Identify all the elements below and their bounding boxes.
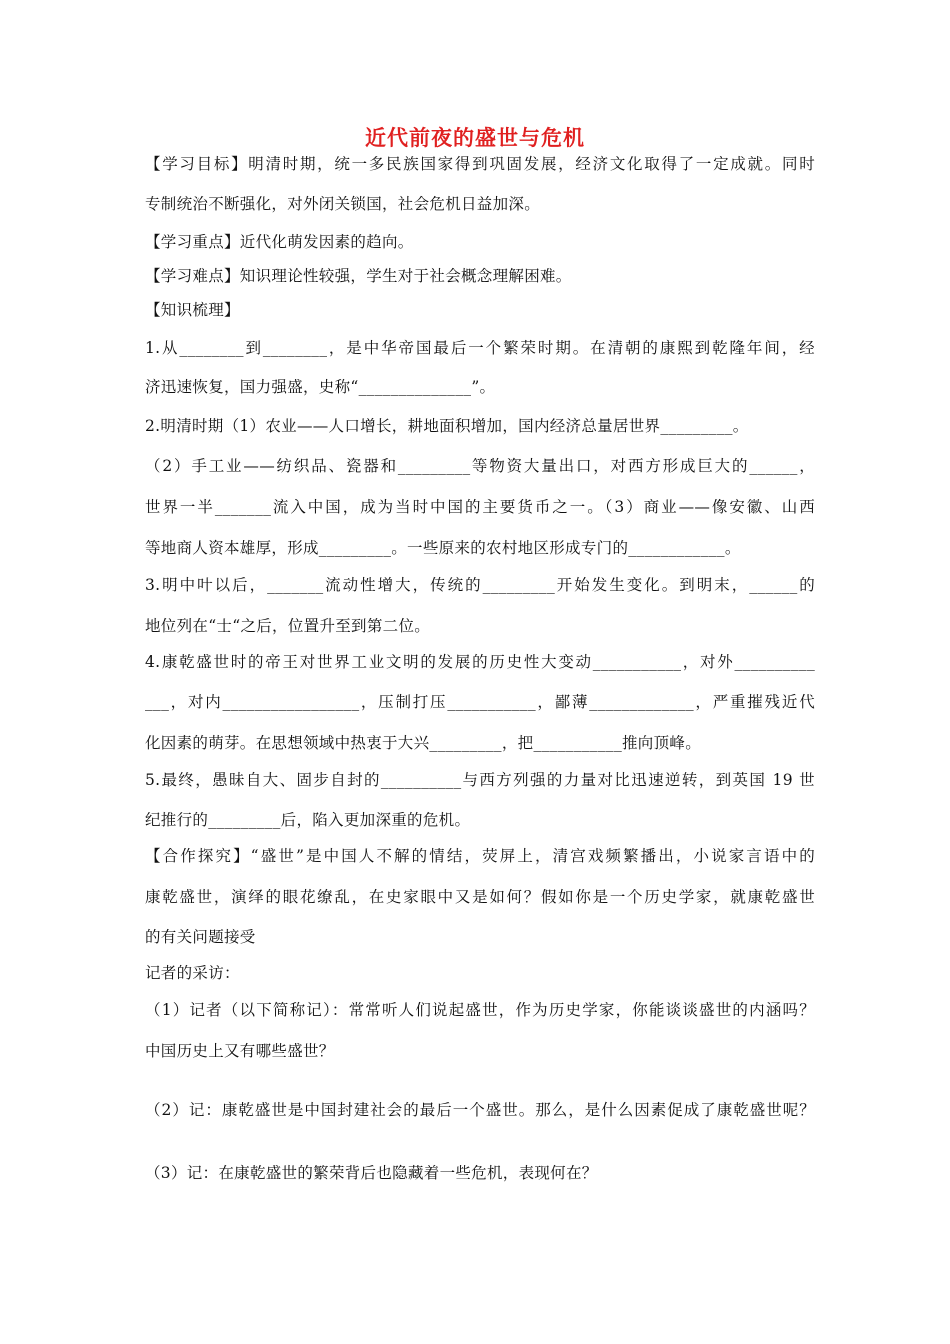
item-4-line-2: ___，对内_________________，压制打压___________，鄙薄_____________，严重摧残近代	[145, 693, 815, 711]
question-1-line-2: 中国历史上又有哪些盛世？	[145, 1042, 335, 1060]
learning-goal-line-1: 【学习目标】明清时期，统一多民族国家得到巩固发展，经济文化取得了一定成就。同时	[145, 155, 815, 173]
item-1-line-1: 1.从________到________，是中华帝国最后一个繁荣时期。在清朝的康熙到乾隆年间，经	[145, 339, 815, 357]
explore-line-3: 的有关问题接受	[145, 928, 256, 946]
item-2-line-4: 等地商人资本雄厚，形成_________。一些原来的农村地区形成专门的____________。	[145, 539, 741, 557]
page-title: 近代前夜的盛世与危机	[365, 126, 585, 150]
learning-goal-line-2: 专制统治不断强化，对外闭关锁国，社会危机日益加深。	[145, 195, 541, 213]
item-4-line-3: 化因素的萌芽。在思想领域中热衷于大兴_________，把___________推向顶峰。	[145, 734, 702, 752]
explore-line-4: 记者的采访：	[145, 964, 240, 982]
explore-line-1: 【合作探究】“盛世”是中国人不解的情结，荧屏上，清宫戏频繁播出，小说家言语中的	[145, 847, 815, 865]
question-3-line: （3）记：在康乾盛世的繁荣背后也隐藏着一些危机，表现何在？	[145, 1164, 598, 1182]
item-3-line-2: 地位列在“士“之后，位置升至到第二位。	[145, 617, 431, 635]
explore-line-2: 康乾盛世，演绎的眼花缭乱，在史家眼中又是如何？假如你是一个历史学家，就康乾盛世	[145, 888, 815, 906]
question-1-line-1: （1）记者（以下简称记）：常常听人们说起盛世，作为历史学家，你能谈谈盛世的内涵吗？	[145, 1001, 815, 1019]
item-2-line-1: 2.明清时期（1）农业——人口增长，耕地面积增加，国内经济总量居世界_________。	[145, 417, 749, 435]
item-5-line-1: 5.最终，愚昧自大、固步自封的__________与西方列强的力量对比迅速逆转，到英国 19 世	[145, 771, 815, 789]
key-point-line: 【学习重点】近代化萌发因素的趋向。	[145, 233, 414, 251]
item-2-line-2: （2）手工业——纺织品、瓷器和_________等物资大量出口，对西方形成巨大的______，	[145, 457, 815, 475]
item-3-line-1: 3.明中叶以后，_______流动性增大，传统的_________开始发生变化。到明末，______的	[145, 576, 815, 594]
question-2-line: （2）记：康乾盛世是中国封建社会的最后一个盛世。那么，是什么因素促成了康乾盛世呢？	[145, 1101, 815, 1119]
item-4-line-1: 4.康乾盛世时的帝王对世界工业文明的发展的历史性大变动___________，对外__________	[145, 653, 815, 671]
difficulty-line: 【学习难点】知识理论性较强，学生对于社会概念理解困难。	[145, 267, 572, 285]
item-2-line-3: 世界一半_______流入中国，成为当时中国的主要货币之一。（3）商业——像安徽、山西	[145, 498, 815, 516]
knowledge-heading: 【知识梳理】	[145, 301, 240, 319]
item-5-line-2: 纪推行的_________后，陷入更加深重的危机。	[145, 811, 471, 829]
item-1-line-2: 济迅速恢复，国力强盛，史称“______________”。	[145, 378, 496, 396]
